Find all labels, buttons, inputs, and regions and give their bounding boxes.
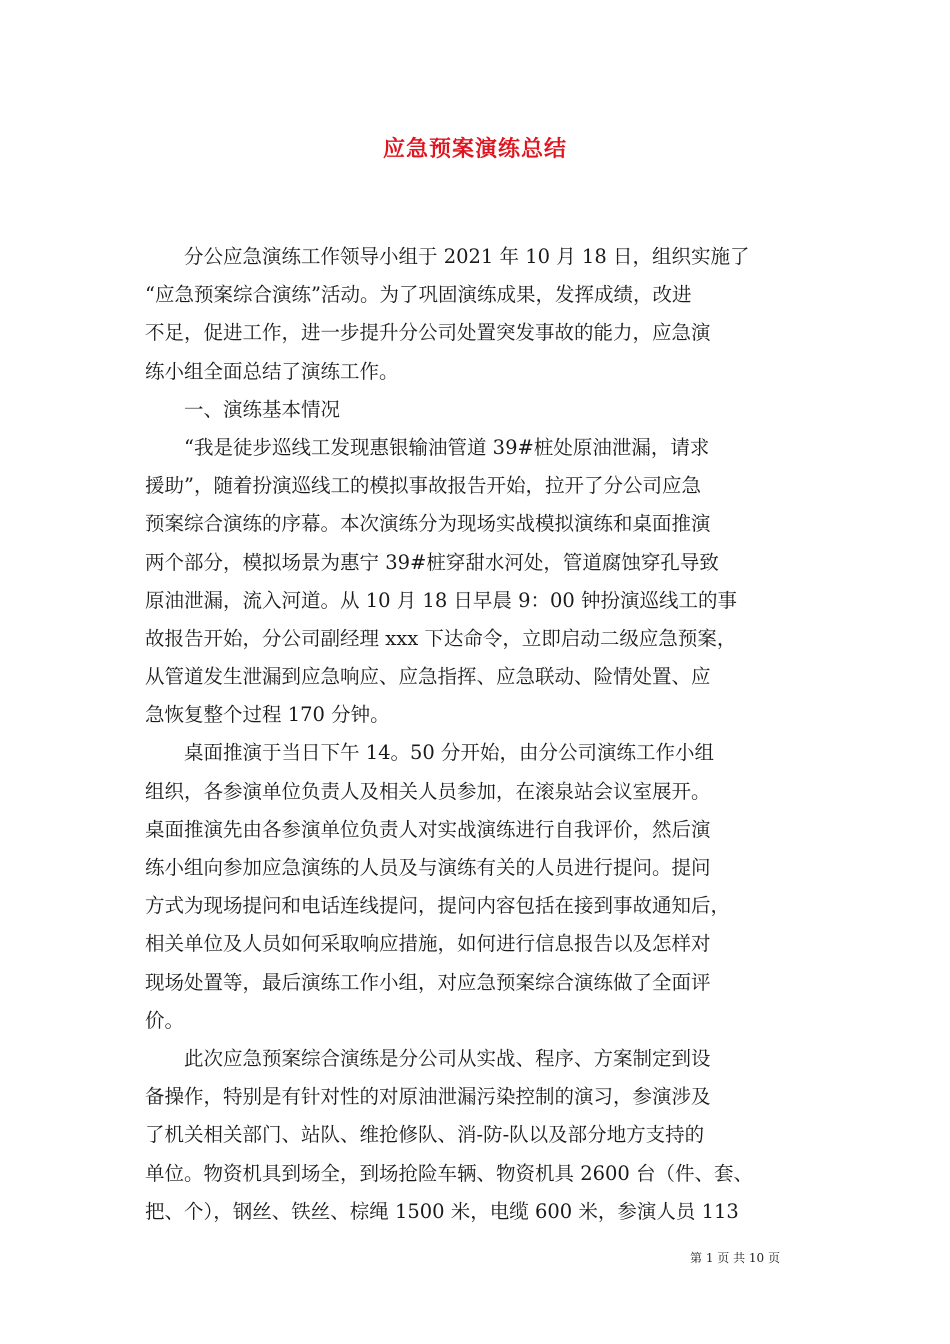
body-line: 备操作，特别是有针对性的对原油泄漏污染控制的演习，参演涉及 — [145, 1085, 711, 1109]
body-line: 预案综合演练的序幕。本次演练分为现场实战模拟演练和桌面推演 — [145, 512, 711, 536]
body-line: 从管道发生泄漏到应急响应、应急指挥、应急联动、险情处置、应 — [145, 665, 711, 689]
body-line: “应急预案综合演练”活动。为了巩固演练成果，发挥成绩，改进 — [145, 283, 692, 307]
body-line: “我是徒步巡线工发现惠银输油管道 39#桩处原油泄漏，请求 — [145, 435, 710, 459]
page-number: 第 1 页 共 10 页 — [690, 1251, 780, 1265]
body-line: 相关单位及人员如何采取响应措施，如何进行信息报告以及怎样对 — [145, 932, 711, 956]
body-line: 把、个），钢丝、铁丝、棕绳 1500 米，电缆 600 米，参演人员 113 — [145, 1199, 739, 1223]
body-line: 练小组向参加应急演练的人员及与演练有关的人员进行提问。提问 — [145, 856, 711, 879]
body-line: 两个部分，模拟场景为惠宁 39#桩穿甜水河处，管道腐蚀穿孔导致 — [145, 550, 719, 574]
body-line: 原油泄漏，流入河道。从 10 月 18 日早晨 9：00 钟扮演巡线工的事 — [145, 588, 738, 612]
body-line: 桌面推演先由各参演单位负责人对实战演练进行自我评价，然后演 — [145, 817, 711, 841]
document-title: 应急预案演练总结 — [382, 136, 567, 162]
body-line: 了机关相关部门、站队、维抢修队、消-防-队以及部分地方支持的 — [145, 1123, 705, 1147]
body-line: 方式为现场提问和电话连线提问，提问内容包括在接到事故通知后， — [145, 894, 731, 918]
section-heading: 一、演练基本情况 — [145, 397, 341, 421]
body-line: 组织，各参演单位负责人及相关人员参加，在滚泉站会议室展开。 — [145, 779, 711, 803]
body-line: 不足，促进工作，进一步提升分公司处置突发事故的能力，应急演 — [145, 321, 711, 345]
body-line: 桌面推演于当日下午 14。50 分开始，由分公司演练工作小组 — [145, 741, 715, 765]
body-line: 故报告开始，分公司副经理 xxx 下达命令，立即启动二级应急预案， — [145, 626, 737, 650]
body-line: 单位。物资机具到场全，到场抢险车辆、物资机具 2600 台（件、套、 — [145, 1161, 754, 1185]
body-line: 急恢复整个过程 170 分钟。 — [145, 703, 390, 727]
body-line: 分公应急演练工作领导小组于 2021 年 10 月 18 日，组织实施了 — [145, 245, 750, 268]
body-line: 现场处置等，最后演练工作小组，对应急预案综合演练做了全面评 — [145, 970, 711, 994]
body-line: 练小组全面总结了演练工作。 — [145, 359, 399, 383]
body-line: 援助”，随着扮演巡线工的模拟事故报告开始，拉开了分公司应急 — [145, 474, 701, 498]
body-line: 此次应急预案综合演练是分公司从实战、程序、方案制定到设 — [145, 1046, 711, 1070]
document-body — [145, 238, 809, 1231]
body-line: 价。 — [145, 1008, 185, 1032]
